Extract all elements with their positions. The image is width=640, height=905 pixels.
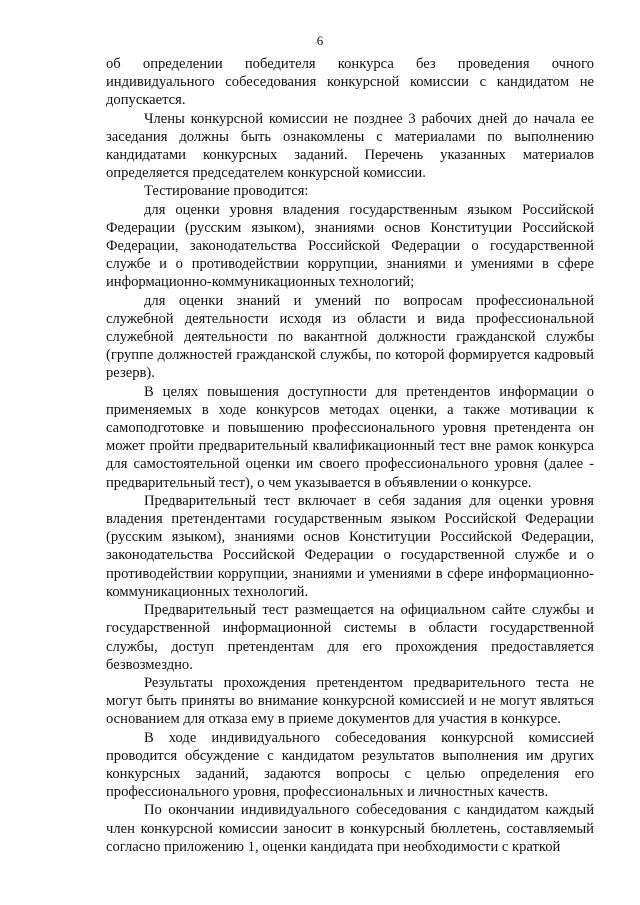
paragraph-testing-language: для оценки уровня владения государственным языком Российской Федерации (русским языком), знаниями основ Конституции Российской Федерации, законодательства Российской Федерации о государственной службе и о противодействии коррупции, знаниями и умениями в сфере информационно-коммуникационных технологий; xyxy=(106,201,594,291)
paragraph-testing-intro: Тестирование проводится: xyxy=(144,183,309,200)
paragraph-preliminary-test-results: Результаты прохождения претендентом предварительного теста не могут быть приняты во внимание конкурсной комиссией и не могут являться основанием для отказа ему в приеме документов для участия в конкурсе. xyxy=(106,674,594,728)
paragraph-continuation: об определении победителя конкурса без проведения очного индивидуального собеседования конкурсной комиссии с кандидатом не допускается. xyxy=(106,56,594,109)
paragraph-ballot: По окончании индивидуального собеседования с кандидатом каждый член конкурсной комиссии заносит в конкурсный бюллетень, составляемый согласно приложению 1, оценки кандидата при необходимости с краткой xyxy=(106,802,594,855)
document-body xyxy=(106,55,594,856)
paragraph-preliminary-test-content: Предварительный тест включает в себя задания для оценки уровня владения претендентами государственным языком Российской Федерации (русским языком), знаниями основ Конституции Российской Федерации, законодательства Российской Федерации о государственной службе и о противодействии коррупции, знаниями и умениями в сфере информационно-коммуникационных технологий. xyxy=(106,492,594,600)
page-number: 6 xyxy=(316,33,324,48)
paragraph-testing-professional: для оценки знаний и умений по вопросам профессиональной служебной деятельности исходя из области и вида профессиональной служебной деятельности по вакантной должности гражданской службы (группе должностей гражданской службы, по которой формируется кадровый резерв). xyxy=(106,292,594,382)
paragraph-commission-materials: Члены конкурсной комиссии не позднее 3 рабочих дней до начала ее заседания должны быть ознакомлены с материалами по выполнению кандидатами конкурсных заданий. Перечень указанных материалов определяется председателем конкурсной комиссии. xyxy=(106,110,594,182)
paragraph-preliminary-test-placement: Предварительный тест размещается на официальном сайте службы и государственной информационной системы в области государственной службы, доступ претендентам для его прохождения предоставляется безвозмездно. xyxy=(106,602,594,673)
paragraph-interview: В ходе индивидуального собеседования конкурсной комиссией проводится обсуждение с кандидатом результатов выполнения им других конкурсных заданий, задаются вопросы с целью определения его профессионального уровня, профессиональных и личностных качеств. xyxy=(106,729,594,801)
paragraph-preliminary-test-purpose: В целях повышения доступности для претендентов информации о применяемых в ходе конкурсов методах оценки, а также мотивации к самоподготовке и повышению профессионального уровня претендента он может пройти предварительный квалификационный тест вне рамок конкурса для самостоятельной оценки им своего профессионального уровня (далее - предварительный тест), о чем указывается в объявлении о конкурсе. xyxy=(106,383,594,491)
